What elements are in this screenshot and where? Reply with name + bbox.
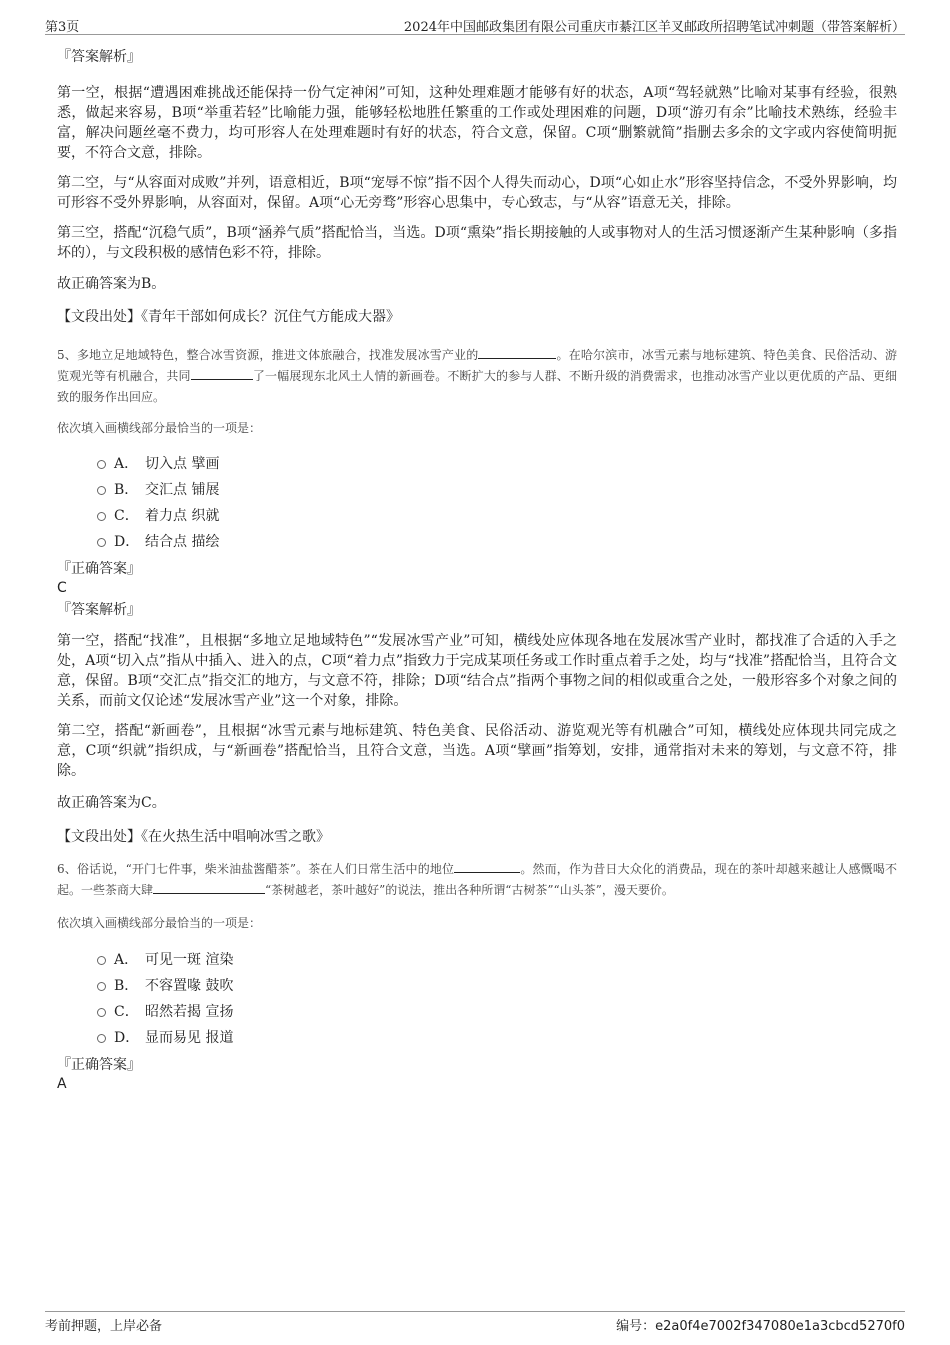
- document-title: 2024年中国邮政集团有限公司重庆市綦江区羊叉邮政所招聘笔试冲刺题（带答案解析）: [403, 20, 905, 35]
- passage-source: 【文段出处】《在火热生活中唱响冰雪之歌》: [57, 829, 330, 845]
- option-b[interactable]: B． 不容置喙 鼓吹: [97, 973, 897, 999]
- blank-2: [191, 368, 253, 380]
- analysis-paragraph-3: 第三空，搭配“沉稳气质”，B项“涵养气质”搭配恰当，当选。D项“熏染”指长期接触的人或事物对人的生活习惯逐渐产生某种影响（多指坏的），与文段积极的感情色彩不符，排除。: [57, 225, 897, 261]
- analysis-paragraph-2: 第二空，搭配“新画卷”，且根据“冰雪元素与地标建筑、特色美食、民俗活动、游览观光等有机融合”可知，横线处应体现共同完成之意，C项“织就”指织成，与“新画卷”搭配恰当，且符合文意，当选。A项“擘画”指筹划，安排，通常指对未来的筹划，与文意不符，排除。: [57, 723, 897, 779]
- analysis-label: 『答案解析』: [57, 49, 141, 65]
- radio-icon[interactable]: [97, 486, 106, 495]
- radio-icon[interactable]: [97, 1008, 106, 1017]
- option-d[interactable]: D． 显而易见 报道: [97, 1025, 897, 1051]
- option-a[interactable]: A． 切入点 擘画: [97, 451, 897, 477]
- option-a[interactable]: A． 可见一斑 渲染: [97, 947, 897, 973]
- blank-2: [153, 882, 265, 894]
- analysis-label: 『答案解析』: [57, 602, 141, 618]
- question-6-stem: 6、俗话说，“开门七件事，柴米油盐酱醋茶”。茶在人们日常生活中的地位 。然而，作为昔日大众化的消费品，现在的茶叶却越来越让人感慨喝不起。一些茶商大肆 “茶树越老，茶叶越好”的说法，推出各种所谓“古树茶”“山头茶”，漫天要价。: [57, 862, 897, 897]
- radio-icon[interactable]: [97, 1034, 106, 1043]
- page-footer: [45, 1311, 905, 1332]
- option-c[interactable]: C． 着力点 织就: [97, 503, 897, 529]
- analysis-conclusion: 故正确答案为C。: [57, 795, 166, 811]
- page-header: [45, 14, 905, 35]
- document-code: 编号：e2a0f4e7002f347080e1a3cbcd5270f0: [616, 1319, 905, 1334]
- analysis-conclusion: 故正确答案为B。: [57, 276, 166, 292]
- radio-icon[interactable]: [97, 956, 106, 965]
- question-6-prompt: 依次填入画横线部分最恰当的一项是：: [57, 916, 262, 930]
- question-5-options: [97, 451, 897, 555]
- radio-icon[interactable]: [97, 512, 106, 521]
- analysis-paragraph-1: 第一空，搭配“找准”，且根据“多地立足地域特色”“发展冰雪产业”可知，横线处应体现各地在发展冰雪产业时，都找准了合适的入手之处，A项“切入点”指从中插入、进入的点，C项“着力点”指致力于完成某项任务或工作时重点着手之处，均与“找准”搭配恰当，且符合文意，保留。B项“交汇点”指交汇的地方，与文意不符，排除；D项“结合点”指两个事物之间的相似或重合之处，一般形容多个对象之间的关系，而前文仅论述“发展冰雪产业”这一个对象，排除。: [57, 633, 897, 709]
- radio-icon[interactable]: [97, 538, 106, 547]
- correct-answer-label: 『正确答案』: [57, 561, 141, 577]
- correct-answer: A: [57, 1076, 67, 1092]
- analysis-paragraph-1: 第一空，根据“遭遇困难挑战还能保持一份气定神闲”可知，这种处理难题才能够有好的状态，A项“驾轻就熟”比喻对某事有经验，很熟悉，做起来容易，B项“举重若轻”比喻能力强，能够轻松地胜任繁重的工作或处理困难的问题，D项“游刃有余”比喻技术熟练，经验丰富，解决问题丝毫不费力，均可形容人在处理难题时有好的状态，符合文意，保留。C项“删繁就简”指删去多余的文字或内容使简明扼要，不符合文意，排除。: [57, 85, 897, 161]
- blank-1: [478, 347, 556, 359]
- footer-slogan: 考前押题，上岸必备: [45, 1319, 163, 1334]
- radio-icon[interactable]: [97, 982, 106, 991]
- question-5-prompt: 依次填入画横线部分最恰当的一项是：: [57, 421, 262, 435]
- option-d[interactable]: D． 结合点 描绘: [97, 529, 897, 555]
- correct-answer: C: [57, 580, 67, 596]
- option-b[interactable]: B． 交汇点 铺展: [97, 477, 897, 503]
- question-5-stem: 5、多地立足地域特色，整合冰雪资源，推进文体旅融合，找准发展冰雪产业的 。在哈尔滨市，冰雪元素与地标建筑、特色美食、民俗活动、游览观光等有机融合，共同 了一幅展现东北风土人情的新画卷。不断扩大的参与人群、不断升级的消费需求，也推动冰雪产业以更优质的产品、更细致的服务作出回应。: [57, 348, 897, 404]
- page-number: 第3页: [45, 20, 80, 35]
- blank-1: [454, 861, 520, 873]
- analysis-paragraph-2: 第二空，与“从容面对成败”并列，语意相近，B项“宠辱不惊”指不因个人得失而动心，D项“心如止水”形容坚持信念，不受外界影响，均可形容不受外界影响，从容面对，保留。A项“心无旁骛”形容心思集中，专心致志，与“从容”语意无关，排除。: [57, 175, 897, 211]
- page-content: [57, 44, 897, 1093]
- passage-source: 【文段出处】《青年干部如何成长？沉住气方能成大器》: [57, 309, 400, 325]
- radio-icon[interactable]: [97, 460, 106, 469]
- option-c[interactable]: C． 昭然若揭 宣扬: [97, 999, 897, 1025]
- question-6-options: [97, 947, 897, 1051]
- correct-answer-label: 『正确答案』: [57, 1057, 141, 1073]
